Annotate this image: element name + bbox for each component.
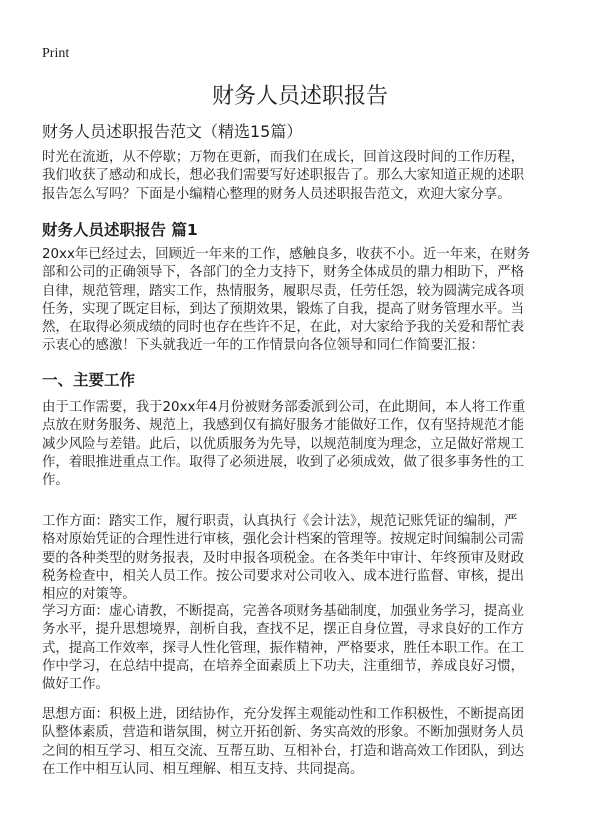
text-line: 队整体素质，营造和谐氛围，树立开拓创新、务实高效的形象。不断加强财务人员 [42, 725, 525, 741]
subheading-main-work: 一、主要工作 [42, 371, 136, 389]
text-line: 20xx年已经过去，回顾近一年来的工作，感触良多，收获不小。近一年来，在财务 [42, 247, 531, 262]
section-heading: 财务人员述职报告 篇1 [42, 221, 198, 239]
text-line: 工作方面：踏实工作，履行职责，认真执行《会计法》，规范记账凭证的编制，严 [42, 514, 518, 529]
text-line: 思想方面：积极上进，团结协作，充分发挥主观能动性和工作积极性，不断提高团 [42, 707, 525, 722]
paragraph-2 [42, 399, 562, 490]
text-line: 相应的对策等。 [42, 587, 136, 603]
text-line: 要的各种类型的财务报表，及时申报各项税金。在各类年中审计、年终预审及财政 [42, 550, 525, 566]
text-line: 示衷心的感激！下头就我近一年的工作情景向各位领导和同仁作简要汇报： [42, 338, 484, 354]
text-line: 点放在财务服务、规范上，我感到仅有搞好服务才能做好工作，仅有坚持规范才能 [42, 418, 525, 434]
text-line: 作，着眼推进重点工作。取得了必须进展，收到了必须成效，做了很多事务性的工 [42, 454, 525, 470]
text-line: 式，提高工作效率，探寻人性化管理，振作精神，严格要求，胜任本职工作。在工 [42, 640, 525, 656]
text-line: 由于工作需要，我于20xx年4月份被财务部委派到公司，在此期间，本人将工作重 [42, 400, 526, 415]
text-line: 自律，规范管理，踏实工作，热情服务，履职尽责，任劳任怨，较为圆满完成各项 [42, 283, 525, 299]
text-line: 学习方面：虚心请教，不断提高，完善各项财务基础制度，加强业务学习，提高业 [42, 604, 525, 619]
text-line: 减少风险与差错。此后，以优质服务为先导，以规范制度为理念，立足做好常规工 [42, 436, 525, 452]
paragraph-study [42, 603, 562, 694]
text-line: 时光在流逝，从不停歇；万物在更新，而我们在成长，回首这段时间的工作历程， [42, 150, 525, 165]
text-line: 然，在取得必须成绩的同时也存在些许不足，在此，对大家给予我的关爱和帮忙表 [42, 320, 525, 336]
text-line: 之间的相互学习、相互交流、互帮互助、互相补台，打造和谐高效工作团队，到达 [42, 743, 525, 759]
text-line: 任务，实现了既定目标，到达了预期效果，锻炼了自我，提高了财务管理水平。当 [42, 301, 525, 317]
text-line: 做好工作。 [42, 677, 109, 693]
print-link[interactable]: Print [42, 46, 70, 61]
text-line: 税务检查中，相关人员工作。按公司要求对公司收入、成本进行监督、审核，提出 [42, 568, 525, 584]
text-line: 务水平，提升思想境界，剖析自我，查找不足，摆正自身位置，寻求良好的工作方 [42, 622, 525, 638]
document-subtitle: 财务人员述职报告范文（精选15篇） [42, 122, 303, 141]
text-line: 我们收获了感动和成长，想必我们需要写好述职报告了。那么大家知道正规的述职 [42, 168, 525, 184]
paragraph-1 [42, 246, 562, 356]
text-line: 报告怎么写吗？下面是小编精心整理的财务人员述职报告范文，欢迎大家分享。 [42, 186, 511, 202]
text-line: 作。 [42, 473, 69, 489]
paragraph-work [42, 513, 562, 604]
text-line: 部和公司的正确领导下，各部门的全力支持下，财务全体成员的鼎力相助下，严格 [42, 265, 525, 281]
text-line: 作中学习，在总结中提高，在培养全面素质上下功夫，注重细节，养成良好习惯， [42, 658, 525, 674]
document-title: 财务人员述职报告 [211, 84, 388, 109]
intro-paragraph [42, 149, 562, 204]
text-line: 在工作中相互认同、相互理解、相互支持、共同提高。 [42, 761, 364, 777]
paragraph-thought [42, 706, 562, 779]
text-line: 格对原始凭证的合理性进行审核，强化会计档案的管理等。按规定时间编制公司需 [42, 532, 525, 548]
